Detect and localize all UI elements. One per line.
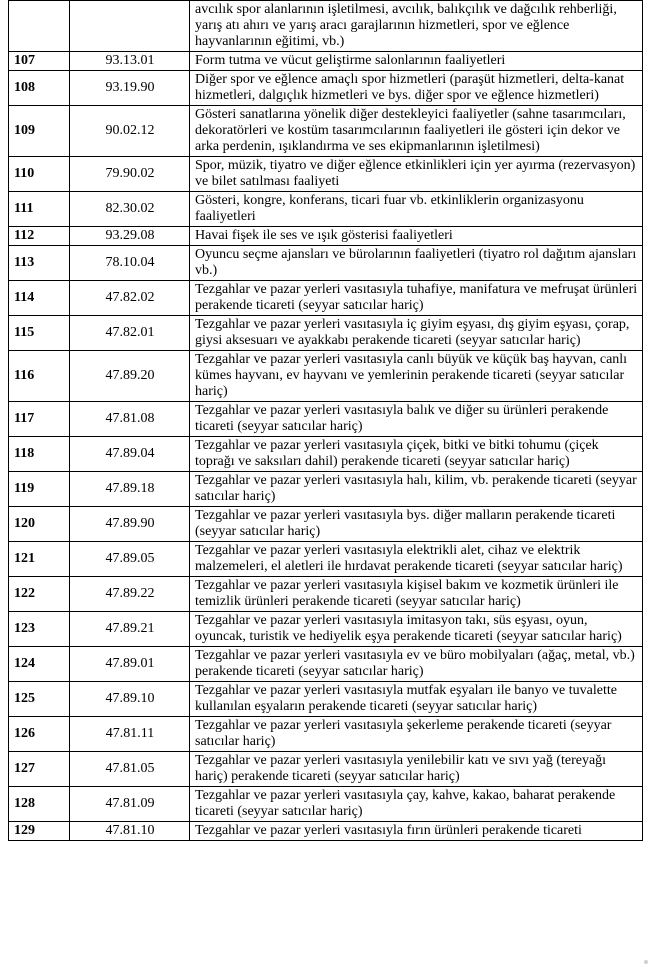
activity-description-cell: Oyuncu seçme ajansları ve bürolarının faaliyetleri (tiyatro rol dağıtım ajansları vb.) (190, 246, 643, 281)
activity-description-cell: Diğer spor ve eğlence amaçlı spor hizmetleri (paraşüt hizmetleri, delta-kanat hizmetleri, dalgıçlık hizmetleri ve bys. diğer spor ve eğlence hizmetleri) (190, 71, 643, 106)
activity-description-cell: Tezgahlar ve pazar yerleri vasıtasıyla ev ve büro mobilyaları (ağaç, metal, vb.) perakende ticareti (seyyar satıcılar hariç) (190, 647, 643, 682)
table-row (9, 647, 643, 682)
row-number-cell: 126 (9, 717, 70, 752)
table-row (9, 822, 643, 841)
activity-description-cell: Tezgahlar ve pazar yerleri vasıtasıyla kişisel bakım ve kozmetik ürünleri ile temizlik ürünleri perakende ticareti (seyyar satıcılar hariç) (190, 577, 643, 612)
activity-description-cell: Gösteri, kongre, konferans, ticari fuar vb. etkinliklerin organizasyonu faaliyetleri (190, 192, 643, 227)
activity-code-table (8, 0, 643, 841)
activity-code-cell: 47.81.10 (70, 822, 190, 841)
activity-code-cell: 47.89.10 (70, 682, 190, 717)
activity-code-cell: 47.89.21 (70, 612, 190, 647)
activity-code-cell: 78.10.04 (70, 246, 190, 281)
activity-code-cell: 47.89.18 (70, 472, 190, 507)
activity-description-cell: Tezgahlar ve pazar yerleri vasıtasıyla şekerleme perakende ticareti (seyyar satıcılar hariç) (190, 717, 643, 752)
table-row (9, 717, 643, 752)
activity-code-cell: 93.13.01 (70, 52, 190, 71)
table-row (9, 106, 643, 157)
table-row (9, 612, 643, 647)
activity-description-cell: Tezgahlar ve pazar yerleri vasıtasıyla çay, kahve, kakao, baharat perakende ticareti (seyyar satıcılar hariç) (190, 787, 643, 822)
row-number-cell: 114 (9, 281, 70, 316)
activity-description-cell: Tezgahlar ve pazar yerleri vasıtasıyla balık ve diğer su ürünleri perakende ticareti (seyyar satıcılar hariç) (190, 402, 643, 437)
row-number-cell: 123 (9, 612, 70, 647)
table-row (9, 682, 643, 717)
activity-description-cell: Tezgahlar ve pazar yerleri vasıtasıyla tuhafiye, manifatura ve mefruşat ürünleri perakende ticareti (seyyar satıcılar hariç) (190, 281, 643, 316)
activity-code-cell: 82.30.02 (70, 192, 190, 227)
activity-description-cell: Tezgahlar ve pazar yerleri vasıtasıyla halı, kilim, vb. perakende ticareti (seyyar satıcılar hariç) (190, 472, 643, 507)
activity-code-cell: 47.81.09 (70, 787, 190, 822)
document-page (8, 0, 642, 841)
activity-code-cell: 93.29.08 (70, 227, 190, 246)
table-row (9, 281, 643, 316)
activity-code-cell: 47.89.05 (70, 542, 190, 577)
table-row (9, 246, 643, 281)
table-row (9, 351, 643, 402)
activity-description-cell: Form tutma ve vücut geliştirme salonlarının faaliyetleri (190, 52, 643, 71)
activity-description-cell: Tezgahlar ve pazar yerleri vasıtasıyla imitasyon takı, süs eşyası, oyun, oyuncak, turistik ve hediyelik eşya perakende ticareti (seyyar satıcılar hariç) (190, 612, 643, 647)
table-row (9, 437, 643, 472)
row-number-cell: 109 (9, 106, 70, 157)
activity-description-cell: avcılık spor alanlarının işletilmesi, avcılık, balıkçılık ve dağcılık rehberliği, yarış atı ahırı ve yarış aracı garajlarının hizmetleri, spor ve eğlence hayvanlarının eğitimi, vb.) (190, 1, 643, 52)
activity-code-cell: 79.90.02 (70, 157, 190, 192)
activity-code-cell: 90.02.12 (70, 106, 190, 157)
row-number-cell: 120 (9, 507, 70, 542)
activity-code-cell: 47.89.90 (70, 507, 190, 542)
row-number-cell: 107 (9, 52, 70, 71)
activity-description-cell: Tezgahlar ve pazar yerleri vasıtasıyla çiçek, bitki ve bitki tohumu (çiçek toprağı ve saksıları dahil) perakende ticareti (seyyar satıcılar hariç) (190, 437, 643, 472)
activity-description-cell: Tezgahlar ve pazar yerleri vasıtasıyla iç giyim eşyası, dış giyim eşyası, çorap, giysi aksesuarı ve ayakkabı perakende ticareti (seyyar satıcılar hariç) (190, 316, 643, 351)
activity-code-cell: 47.89.01 (70, 647, 190, 682)
row-number-cell: 121 (9, 542, 70, 577)
row-number-cell: 119 (9, 472, 70, 507)
activity-description-cell: Tezgahlar ve pazar yerleri vasıtasıyla fırın ürünleri perakende ticareti (190, 822, 643, 841)
row-number-cell (9, 1, 70, 52)
row-number-cell: 110 (9, 157, 70, 192)
table-row (9, 402, 643, 437)
activity-description-cell: Gösteri sanatlarına yönelik diğer destekleyici faaliyetler (sahne tasarımcıları, dekoratörleri ve kostüm tasarımcılarının faaliyetleri ile gösteri için dekor ve arka perdenin, ışıklandırma ve ses ekipmanlarının işletilmesi) (190, 106, 643, 157)
table-body (9, 1, 643, 841)
row-number-cell: 111 (9, 192, 70, 227)
row-number-cell: 122 (9, 577, 70, 612)
row-number-cell: 116 (9, 351, 70, 402)
table-row (9, 192, 643, 227)
row-number-cell: 128 (9, 787, 70, 822)
row-number-cell: 124 (9, 647, 70, 682)
activity-code-cell: 93.19.90 (70, 71, 190, 106)
activity-code-cell: 47.89.04 (70, 437, 190, 472)
activity-code-cell: 47.82.02 (70, 281, 190, 316)
table-row (9, 227, 643, 246)
row-number-cell: 112 (9, 227, 70, 246)
activity-description-cell: Tezgahlar ve pazar yerleri vasıtasıyla bys. diğer malların perakende ticareti (seyyar satıcılar hariç) (190, 507, 643, 542)
page-corner-mark (644, 960, 648, 964)
table-row (9, 52, 643, 71)
table-row (9, 157, 643, 192)
table-row (9, 507, 643, 542)
activity-code-cell: 47.81.05 (70, 752, 190, 787)
activity-description-cell: Tezgahlar ve pazar yerleri vasıtasıyla elektrikli alet, cihaz ve elektrik malzemeleri, el aletleri ile hırdavat perakende ticareti (seyyar satıcılar hariç) (190, 542, 643, 577)
activity-code-cell (70, 1, 190, 52)
table-row (9, 752, 643, 787)
activity-code-cell: 47.89.22 (70, 577, 190, 612)
activity-description-cell: Tezgahlar ve pazar yerleri vasıtasıyla yenilebilir katı ve sıvı yağ (tereyağı hariç) perakende ticareti (seyyar satıcılar hariç) (190, 752, 643, 787)
activity-code-cell: 47.81.11 (70, 717, 190, 752)
activity-code-cell: 47.89.20 (70, 351, 190, 402)
table-row-continuation (9, 1, 643, 52)
row-number-cell: 118 (9, 437, 70, 472)
row-number-cell: 113 (9, 246, 70, 281)
activity-code-cell: 47.81.08 (70, 402, 190, 437)
row-number-cell: 127 (9, 752, 70, 787)
activity-description-cell: Tezgahlar ve pazar yerleri vasıtasıyla canlı büyük ve küçük baş hayvan, canlı kümes hayvanı, ev hayvanı ve yemlerinin perakende ticareti (seyyar satıcılar hariç) (190, 351, 643, 402)
activity-description-cell: Havai fişek ile ses ve ışık gösterisi faaliyetleri (190, 227, 643, 246)
activity-code-cell: 47.82.01 (70, 316, 190, 351)
table-row (9, 577, 643, 612)
table-row (9, 71, 643, 106)
table-row (9, 787, 643, 822)
row-number-cell: 129 (9, 822, 70, 841)
activity-description-cell: Tezgahlar ve pazar yerleri vasıtasıyla mutfak eşyaları ile banyo ve tuvalette kullanılan eşyaların perakende ticareti (seyyar satıcılar hariç) (190, 682, 643, 717)
table-row (9, 316, 643, 351)
table-row (9, 472, 643, 507)
row-number-cell: 125 (9, 682, 70, 717)
activity-description-cell: Spor, müzik, tiyatro ve diğer eğlence etkinlikleri için yer ayırma (rezervasyon) ve bilet satılması faaliyeti (190, 157, 643, 192)
row-number-cell: 115 (9, 316, 70, 351)
row-number-cell: 108 (9, 71, 70, 106)
row-number-cell: 117 (9, 402, 70, 437)
table-row (9, 542, 643, 577)
